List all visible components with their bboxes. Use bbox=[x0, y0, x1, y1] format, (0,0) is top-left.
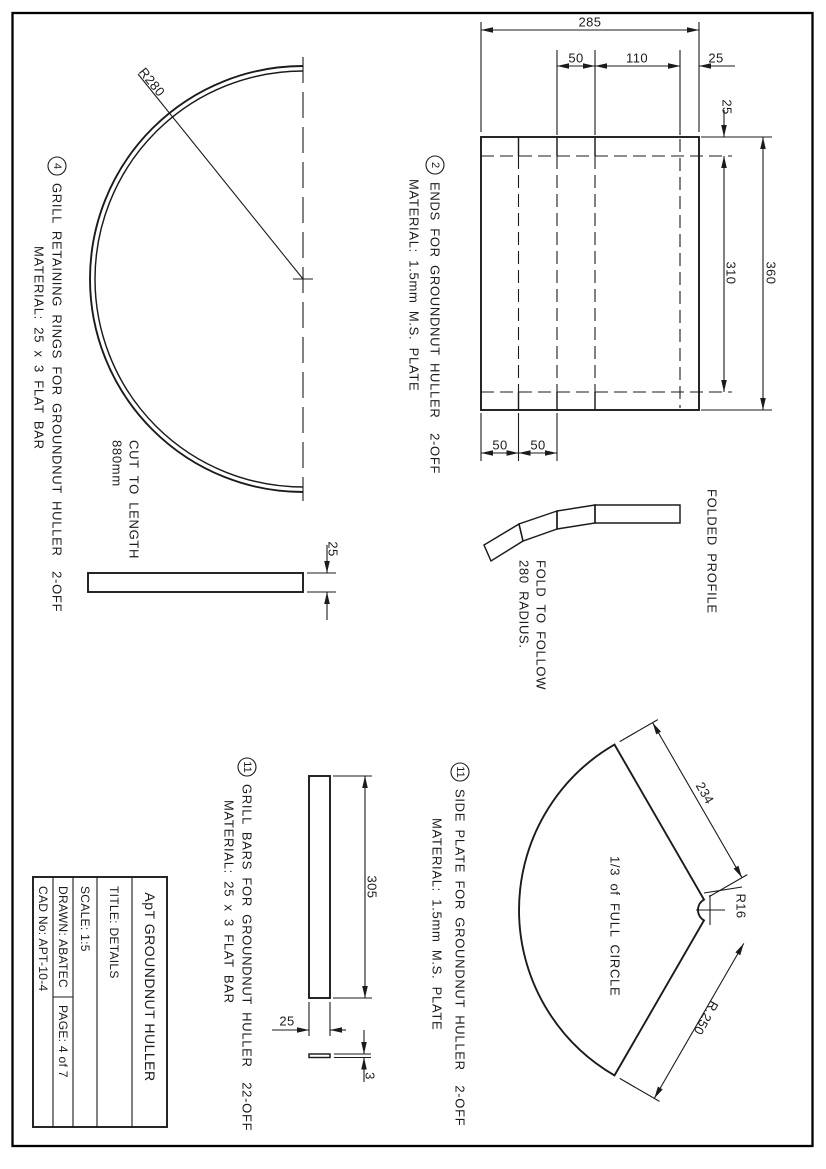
folded-profile-caption: FOLDED PROFILE bbox=[704, 489, 720, 614]
rings-cut-note2: 880mm bbox=[109, 440, 125, 487]
side-plate-note: 1/3 of FULL CIRCLE bbox=[607, 856, 623, 997]
side-plate-dim-notch: R16 bbox=[733, 893, 749, 919]
rings-dim-bar-width: 25 bbox=[325, 541, 341, 557]
folded-profile-drawing bbox=[484, 489, 720, 690]
side-plate-drawing bbox=[430, 720, 749, 1127]
rings-dim-radius: R280 bbox=[135, 64, 169, 100]
ends-plate-drawing bbox=[407, 15, 779, 475]
grill-bars-dim-length: 305 bbox=[364, 875, 380, 899]
ends-dim-310: 310 bbox=[723, 261, 739, 285]
rings-material: MATERIAL: 25 x 3 FLAT BAR bbox=[31, 246, 47, 450]
grill-bars-number: 11 bbox=[241, 761, 253, 773]
rings-cut-note1: CUT TO LENGTH bbox=[126, 440, 142, 560]
grill-bars-drawing bbox=[222, 758, 380, 1131]
rings-part-number: 4 bbox=[51, 162, 63, 170]
grill-bars-label: GRILL BARS FOR GROUNDNUT HULLER 22-OFF bbox=[239, 784, 255, 1132]
title-block-page: PAGE: 4 of 7 bbox=[56, 1005, 70, 1078]
rings-label: GRILL RETAINING RINGS FOR GROUNDNUT HULLER 2-OFF bbox=[49, 183, 65, 613]
title-block-title: TITLE: DETAILS bbox=[107, 886, 121, 979]
title-block-scale: SCALE: 1:5 bbox=[78, 886, 92, 952]
ends-dim-bottom-50a: 50 bbox=[492, 437, 508, 453]
title-block-drawn: DRAWN: ABATEC bbox=[56, 886, 70, 988]
side-plate-dim-radius: R.250 bbox=[690, 998, 722, 1038]
fold-note-line1: FOLD TO FOLLOW bbox=[533, 560, 549, 691]
grill-bars-dim-width: 25 bbox=[279, 1013, 295, 1029]
side-plate-number: 11 bbox=[454, 766, 466, 778]
side-plate-material: MATERIAL: 1.5mm M.S. PLATE bbox=[429, 818, 445, 1031]
ends-part-number: 2 bbox=[429, 161, 441, 169]
ends-dim-overall: 285 bbox=[578, 14, 602, 30]
title-block-project: ApT GROUNDNUT HULLER bbox=[142, 892, 158, 1082]
title-block bbox=[33, 877, 167, 1127]
title-block-cad-no: CAD No: APT-10-4 bbox=[36, 886, 50, 992]
side-plate-dim-chord: 234 bbox=[692, 779, 718, 807]
ends-dim-25-edge: 25 bbox=[708, 50, 724, 66]
ends-dim-bottom-50b: 50 bbox=[530, 437, 546, 453]
fold-note-line2: 280 RADIUS. bbox=[516, 560, 532, 649]
side-plate-label: SIDE PLATE FOR GROUNDNUT HULLER 2-OFF bbox=[452, 789, 468, 1127]
ends-dim-360: 360 bbox=[763, 261, 779, 285]
ends-dim-50: 50 bbox=[568, 50, 584, 66]
ends-dim-110: 110 bbox=[626, 50, 648, 66]
ends-material: MATERIAL: 1.5mm M.S. PLATE bbox=[406, 179, 422, 392]
ends-label: ENDS FOR GROUNDNUT HULLER 2-OFF bbox=[427, 182, 443, 475]
ends-dim-25-top: 25 bbox=[719, 99, 735, 115]
grill-bars-dim-thickness: 3 bbox=[362, 1072, 378, 1080]
grill-bars-material: MATERIAL: 25 x 3 FLAT BAR bbox=[221, 800, 237, 1004]
retaining-rings-drawing bbox=[32, 57, 341, 620]
